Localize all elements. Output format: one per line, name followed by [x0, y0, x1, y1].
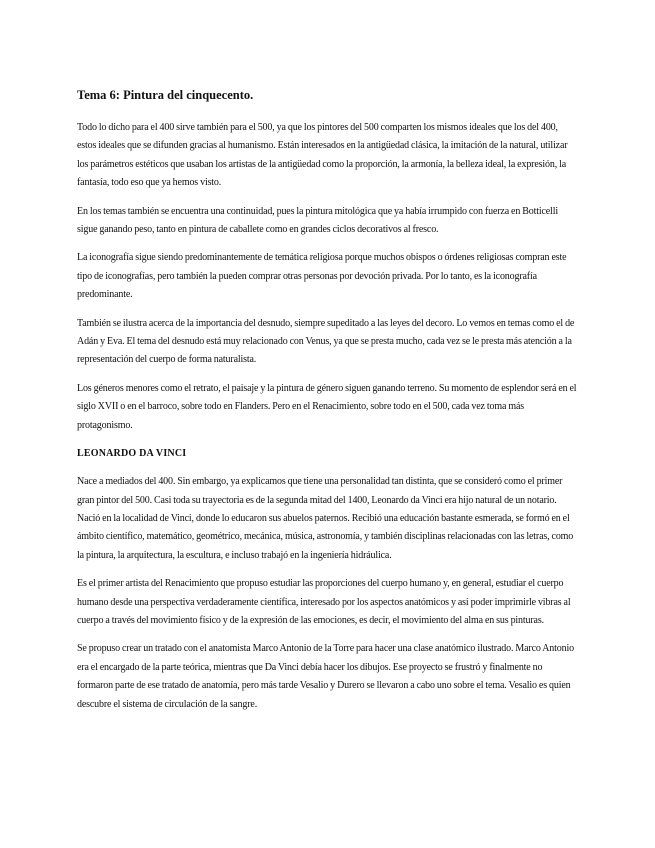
paragraph-intro-5: Los géneros menores como el retrato, el paisaje y la pintura de género siguen ganando terreno. Su momento de esplendor será en el siglo XVII o en el barroco, sobre todo en Flanders. Pero en el Renacimiento, sobre todo en el 500, cada vez toma más protagonismo.	[77, 382, 577, 431]
paragraph-intro-4: También se ilustra acerca de la importancia del desnudo, siempre supeditado a las leyes del decoro. Lo vemos en temas como el de Adán y Eva. El tema del desnudo está muy relacionado con Venus, ya que se presta mucho, cada vez se le presta más atención a la representación del cuerpo de forma naturalista.	[77, 317, 575, 366]
paragraph-leonardo-3: Se propuso crear un tratado con el anatomista Marco Antonio de la Torre para hacer una clase anatómico ilustrado. Marco Antonio era el encargado de la parte teórica, mientras que Da Vinci debía hacer los dibujos. Ese proyecto se frustró y finalmente no formaron parte de ese tratado de anatomía, pero más tarde Vesalio y Durero se llevaron a cabo uno sobre el tema. Vesalio es quien descubre el sistema de circulación de la sangre.	[77, 643, 574, 710]
paragraph-intro-1: Todo lo dicho para el 400 sirve también para el 500, ya que los pintores del 500 comparten los mismos ideales que los del 400, estos ideales que se difunden gracias al humanismo. Están interesados en la antigüedad clásica, la imitación de la natural, utilizar los parámetros estéticos que usaban los artistas de la antigüedad como la proporción, la armonía, la belleza ideal, la expresión, la fantasía, todo eso que ya hemos visto.	[77, 122, 568, 189]
paragraph-leonardo-2: Es el primer artista del Renacimiento que propuso estudiar las proporciones del cuerpo humano y, en general, estudiar el cuerpo humano desde una perspectiva verdaderamente científica, interesado por los aspectos anatómicos y así poder imprimirle vibras al cuerpo a través del movimiento físico y de la expresión de las emociones, es decir, el movimiento del alma en sus pinturas.	[77, 578, 571, 626]
section-heading-leonardo: LEONARDO DA VINCI	[77, 448, 187, 460]
paragraph-intro-2: En los temas también se encuentra una continuidad, pues la pintura mitológica que ya había irrumpido con fuerza en Botticelli sigue ganando peso, tanto en pintura de caballete como en grandes ciclos decorativos al fresco.	[77, 205, 558, 236]
document-page	[77, 87, 577, 724]
paragraph-leonardo-1: Nace a mediados del 400. Sin embargo, ya explicamos que tiene una personalidad tan distinta, que se consideró como el primer gran pintor del 500. Casi toda su trayectoria es de la segunda mitad del 1400, Leonardo da Vinci era hijo natural de un notario. Nació en la localidad de Vinci, donde lo educaron sus abuelos paternos. Recibió una educación bastante esmerada, se formó en el ámbito científico, matemático, geométrico, mecánica, música, astronomía, y también disciplinas relacionadas con las letras, como la pintura, la arquitectura, la escultura, e incluso trabajó en la ingeniería hidráulica.	[77, 476, 574, 561]
document-title: Tema 6: Pintura del cinquecento.	[77, 88, 254, 102]
paragraph-intro-3: La iconografía sigue siendo predominantemente de temática religiosa porque muchos obispos o órdenes religiosas compran este tipo de iconografías, pero también la pueden comprar otras personas por devoción privada. Por lo tanto, es la iconografía predominante.	[77, 252, 567, 301]
